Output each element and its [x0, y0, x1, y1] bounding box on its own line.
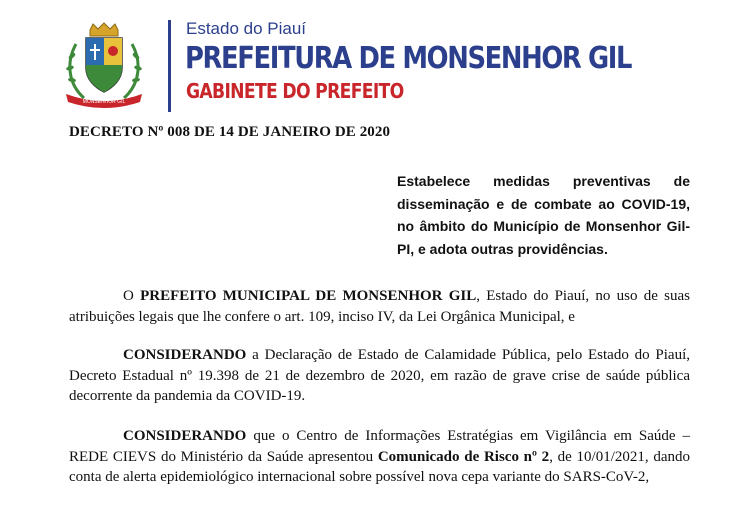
preamble-paragraph: O PREFEITO MUNICIPAL DE MONSENHOR GIL, Estado do Piauí, no uso de suas atribuições legais que lhe confere o art. 109, inciso IV, da Lei Orgânica Municipal, e [69, 288, 690, 325]
considerando-keyword: CONSIDERANDO [123, 428, 247, 444]
decree-title: DECRETO Nº 008 DE 14 DE JANEIRO DE 2020 [69, 124, 391, 140]
prefeitura-title: PREFEITURA DE MONSENHOR GIL [185, 41, 632, 76]
mayor-title: PREFEITO MUNICIPAL DE MONSENHOR GIL [140, 288, 477, 304]
decree-summary: Estabelece medidas preventivas de disseminação e de combate ao COVID-19, no âmbito do Município de Monsenhor Gil-PI, e adota outras providências. [397, 173, 690, 257]
letterhead [0, 0, 737, 120]
svg-text:MONSENHOR GIL: MONSENHOR GIL [82, 99, 126, 105]
state-name: Estado do Piauí [186, 19, 307, 38]
municipal-coat-of-arms-icon [62, 22, 146, 108]
gabinete-subtitle: GABINETE DO PREFEITO [186, 79, 404, 103]
considerando-paragraph-2: CONSIDERANDO que o Centro de Informações Estratégias em Vigilância em Saúde – REDE CIEVS do Ministério da Saúde apresentou Comunicado de Risco nº 2, de 10/01/2021, dando conta de alerta epidemiológico internacional sobre possível nova cepa variante do SARS-CoV-2, [69, 428, 690, 485]
considerando-paragraph-1: CONSIDERANDO a Declaração de Estado de Calamidade Pública, pelo Estado do Piauí, Decreto Estadual nº 19.398 de 21 de dezembro de 2020, em razão de grave crise de saúde pública decorrente da pandemia da COVID-19. [69, 347, 690, 404]
header-divider [168, 20, 171, 112]
considerando-keyword: CONSIDERANDO [123, 347, 247, 363]
risk-communication-ref: Comunicado de Risco nº 2 [377, 448, 550, 465]
